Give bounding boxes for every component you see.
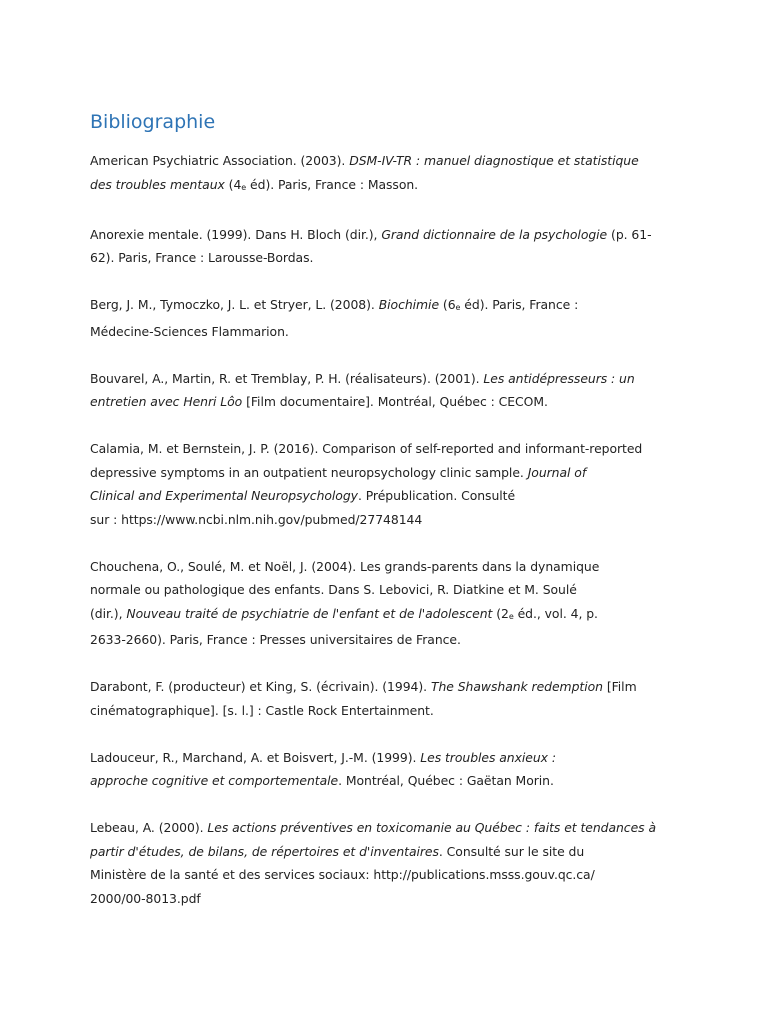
entry-text: Anorexie mentale. (1999). Dans H. Bloch (dir.),: [90, 226, 382, 242]
entry-line: [90, 578, 690, 602]
entry-title-text: DSM-IV-TR : manuel diagnostique et statistique: [349, 153, 639, 168]
entry-title-text: Les antidépresseurs : un: [483, 370, 635, 386]
bibliography-entry: [90, 149, 690, 199]
edition-suffix: e: [455, 303, 461, 312]
entry-text: [Film: [602, 679, 637, 694]
entry-line: [90, 461, 690, 485]
bibliography-entry: [90, 367, 690, 414]
entry-text: . Montréal, Québec : Gaëtan Morin.: [338, 773, 554, 788]
edition-suffix: e: [241, 182, 247, 192]
entry-line: [90, 887, 690, 911]
edition-suffix: e: [508, 611, 514, 621]
entry-line: [90, 602, 690, 629]
entry-text: normale ou pathologique des enfants. Dans S. Lebovici, R. Diatkine et M. Soulé: [90, 582, 577, 597]
entry-line: [90, 149, 690, 173]
entry-text: (6: [439, 297, 456, 312]
entry-line: [90, 816, 690, 840]
entry-line: [90, 746, 690, 770]
entry-text: Médecine-Sciences Flammarion.: [90, 323, 289, 339]
entry-title-text: des troubles mentaux: [90, 176, 225, 192]
entry-text: (2: [492, 605, 509, 621]
entry-text: depressive symptoms in an outpatient neuropsychology clinic sample.: [90, 464, 528, 480]
entry-text: Chouchena, O., Soulé, M. et Noël, J. (2004). Les grands-parents dans la dynamique: [90, 558, 600, 574]
entry-text: Darabont, F. (producteur) et King, S. (écrivain). (1994).: [90, 679, 431, 694]
entry-text: sur : https://www.ncbi.nlm.nih.gov/pubmed/27748144: [90, 511, 423, 527]
entry-line: [90, 699, 690, 723]
entry-text: Lebeau, A. (2000).: [90, 820, 208, 835]
entry-title-text: Journal of: [527, 464, 587, 480]
entry-line: [90, 367, 690, 391]
entry-text: 2633-2660). Paris, France : Presses universitaires de France.: [90, 632, 461, 647]
entry-line: [90, 484, 690, 508]
entry-line: [90, 293, 690, 320]
entry-title-text: Les actions préventives en toxicomanie au Québec : faits et tendances à: [207, 820, 656, 835]
entry-line: [90, 628, 690, 652]
entry-text: Ladouceur, R., Marchand, A. et Boisvert, J.-M. (1999).: [90, 749, 421, 765]
bibliography-entry: [90, 746, 690, 793]
bibliography-entry: [90, 555, 690, 652]
entry-text: 62). Paris, France : Larousse-Bordas.: [90, 250, 314, 265]
bibliography-entry: [90, 816, 690, 910]
entry-title-text: Biochimie: [378, 297, 440, 312]
entry-text: . Consulté sur le site du: [438, 843, 585, 859]
entry-line: [90, 437, 690, 461]
entry-title-text: entretien avec Henri Lôo: [90, 394, 243, 409]
entry-text: [Film documentaire]. Montréal, Québec : CECOM.: [242, 394, 548, 409]
entry-text: cinématographique]. [s. l.] : Castle Rock Entertainment.: [90, 702, 434, 718]
entry-title-text: Les troubles anxieux :: [420, 749, 556, 765]
entry-text: (dir.),: [90, 605, 127, 621]
entry-text: Calamia, M. et Bernstein, J. P. (2016). Comparison of self-reported and informant-reported: [90, 441, 643, 456]
bibliography-entry: [90, 675, 690, 722]
entry-text: éd). Paris, France : Masson.: [246, 176, 419, 192]
entry-text: . Prépublication. Consulté: [357, 488, 516, 503]
entry-text: Bouvarel, A., Martin, R. et Tremblay, P. H. (réalisateurs). (2001).: [90, 370, 484, 386]
entry-text: éd). Paris, France :: [460, 297, 579, 312]
entry-line: [90, 555, 690, 579]
bibliography-list: [90, 149, 690, 934]
entry-line: [90, 675, 690, 699]
page-title: Bibliographie: [90, 111, 216, 133]
entry-title-text: Clinical and Experimental Neuropsychology: [90, 488, 358, 503]
entry-title-text: Grand dictionnaire de la psychologie: [381, 226, 608, 242]
bibliography-entry: [90, 223, 690, 270]
entry-line: [90, 508, 690, 532]
entry-line: [90, 246, 690, 270]
entry-text: éd., vol. 4, p.: [513, 605, 598, 621]
entry-line: [90, 173, 690, 200]
entry-title-text: The Shawshank redemption: [430, 679, 603, 694]
entry-text: American Psychiatric Association. (2003).: [90, 153, 350, 168]
entry-line: [90, 223, 690, 247]
entry-line: [90, 769, 690, 793]
entry-title-text: Nouveau traité de psychiatrie de l'enfant et de l'adolescent: [126, 605, 493, 621]
entry-text: (p. 61-: [607, 226, 652, 242]
bibliography-entry: [90, 293, 690, 343]
entry-line: [90, 863, 690, 887]
entry-title-text: partir d'études, de bilans, de répertoires et d'inventaires: [90, 843, 439, 859]
entry-line: [90, 840, 690, 864]
entry-text: 2000/00-8013.pdf: [90, 890, 201, 906]
bibliography-entry: [90, 437, 690, 531]
entry-line: [90, 320, 690, 344]
entry-text: (4: [224, 176, 242, 192]
entry-text: Berg, J. M., Tymoczko, J. L. et Stryer, L. (2008).: [90, 297, 379, 312]
entry-title-text: approche cognitive et comportementale: [90, 773, 339, 788]
entry-text: Ministère de la santé et des services sociaux: http://publications.msss.gouv.qc.ca/: [90, 867, 595, 882]
entry-line: [90, 390, 690, 414]
